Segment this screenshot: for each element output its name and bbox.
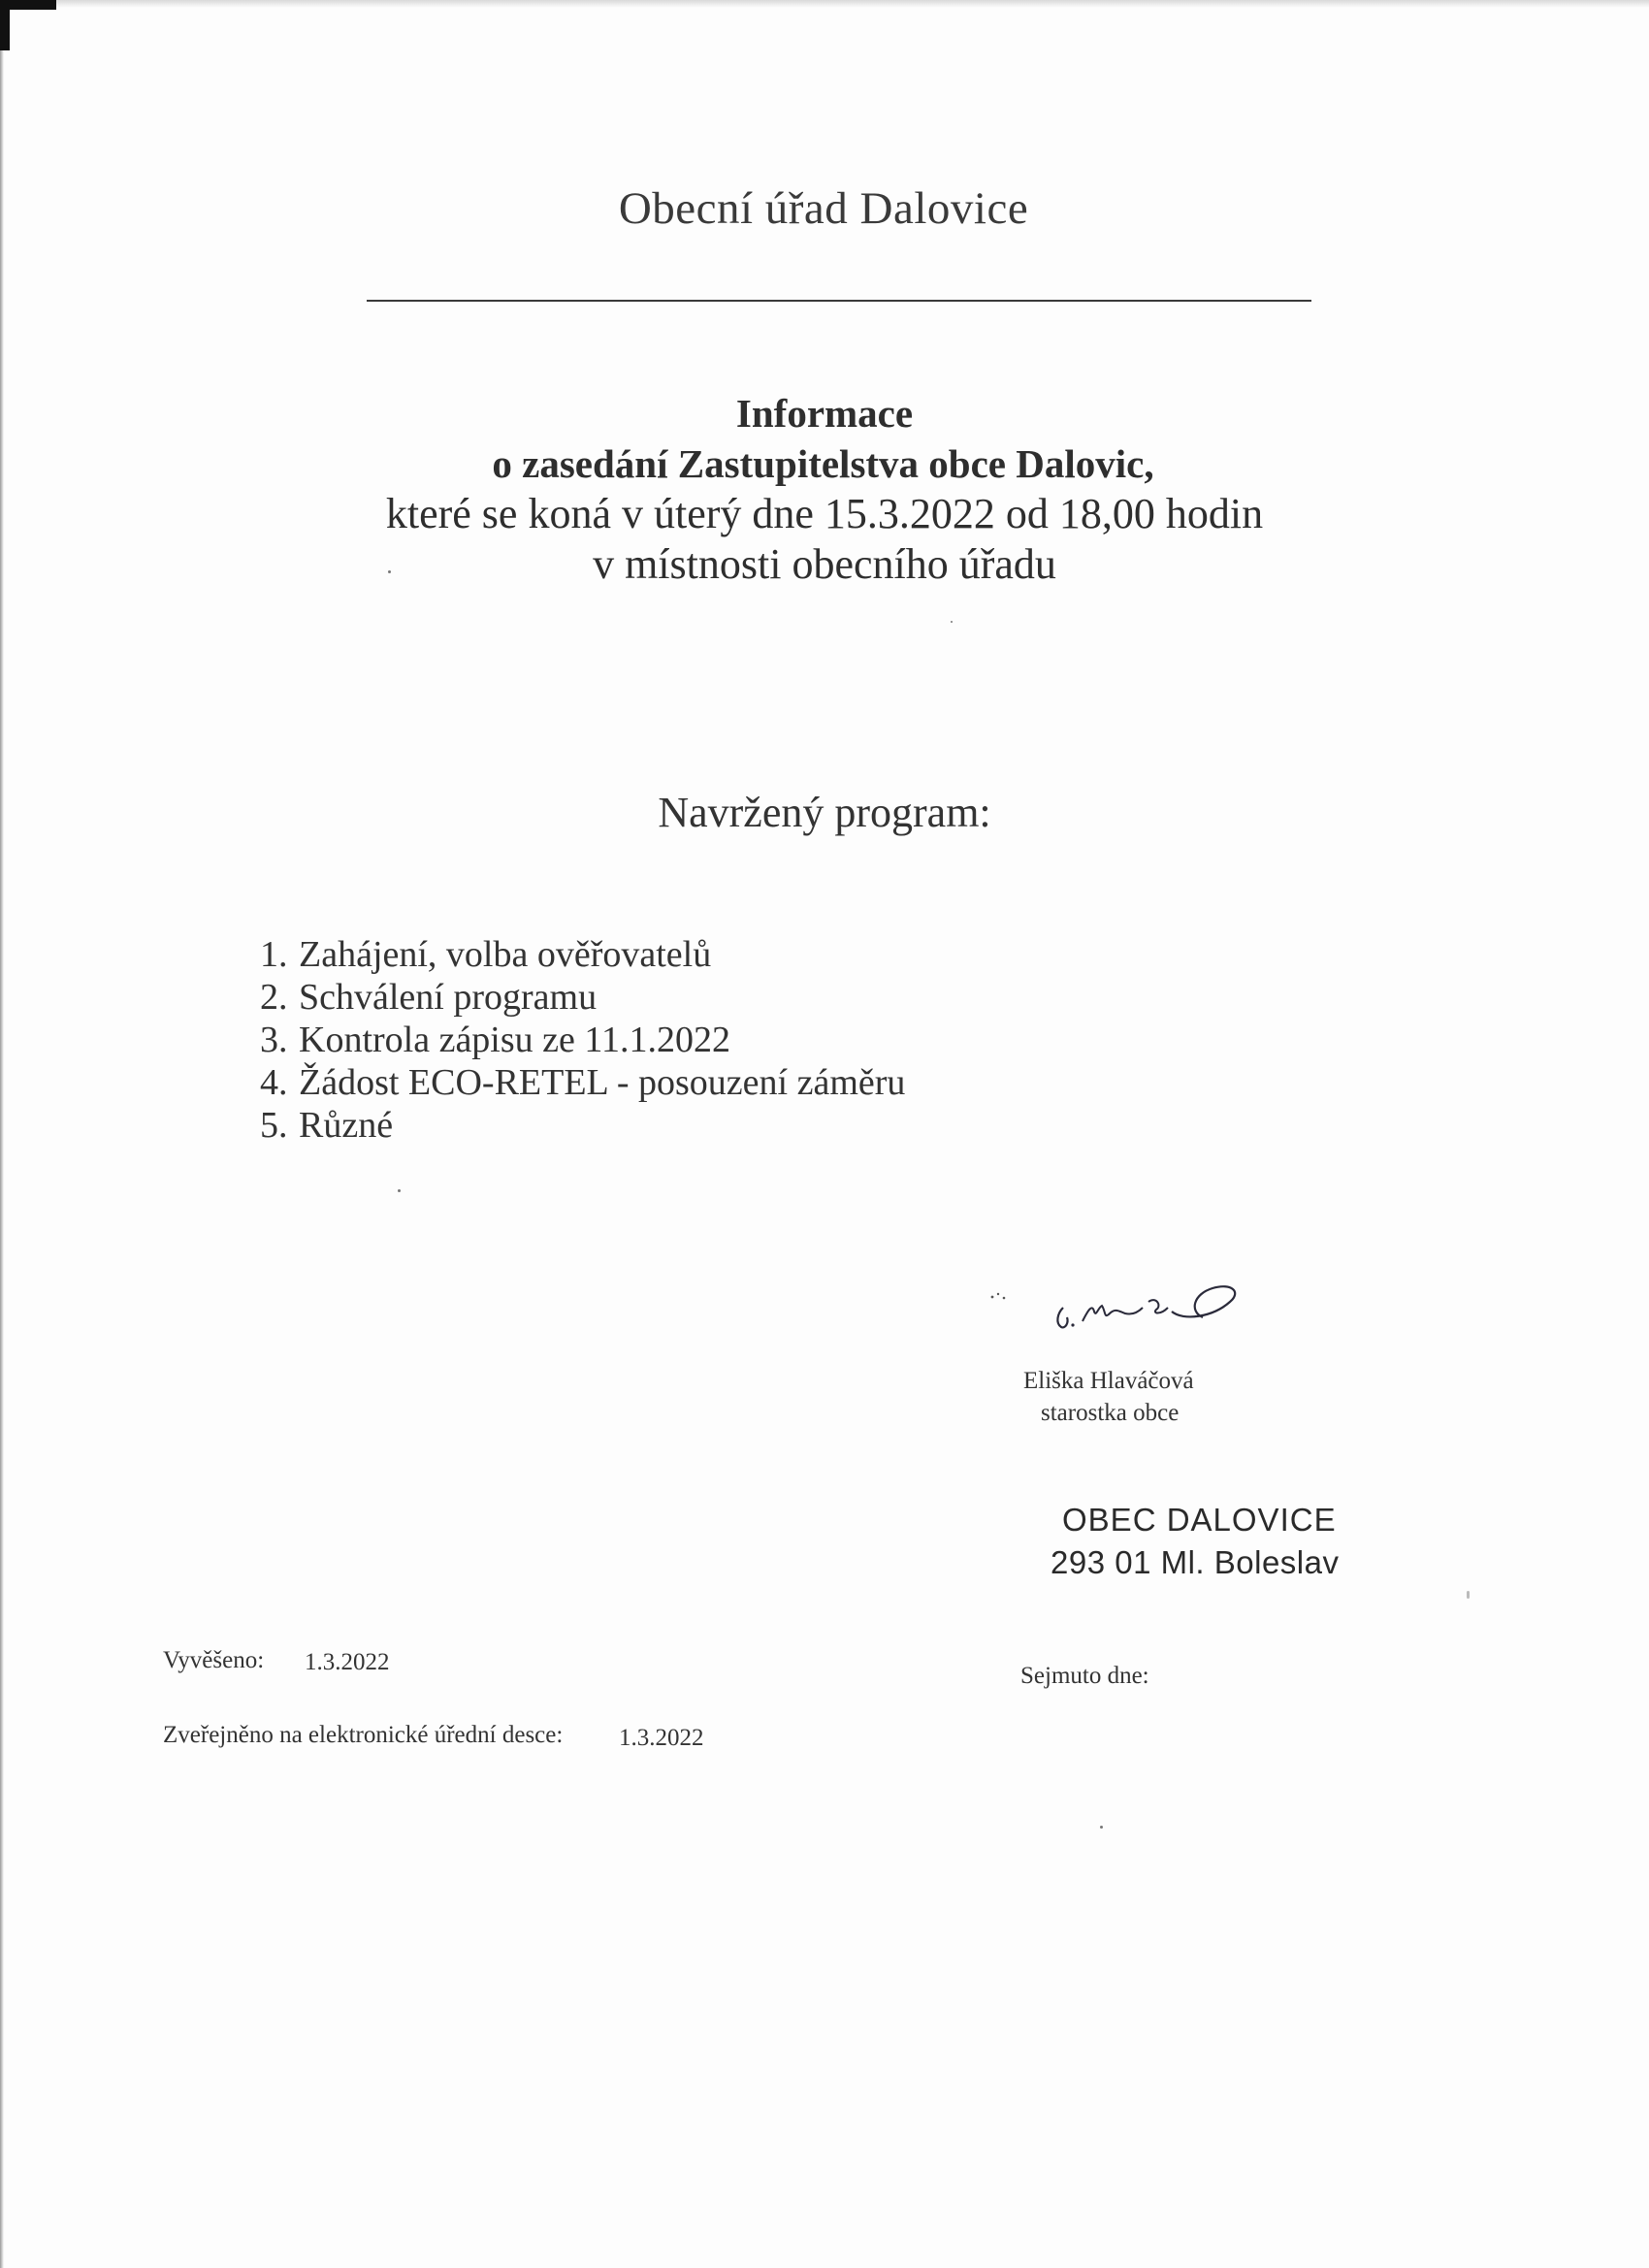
notice-where: v místnosti obecního úřadu	[593, 540, 1056, 588]
agenda-item-text: Kontrola zápisu ze 11.1.2022	[299, 1020, 730, 1060]
scan-speck	[1100, 1826, 1103, 1829]
agenda-item-text: Schválení programu	[299, 977, 598, 1018]
agenda-item-text: Zahájení, volba ověřovatelů	[299, 934, 712, 975]
office-title-text: Obecní úřad Dalovice	[618, 183, 1029, 234]
stamp-line-1: OBEC DALOVICE	[1062, 1502, 1337, 1538]
notice-when: které se koná v úterý dne 15.3.2022 od 18,00 hodin	[385, 490, 1264, 537]
agenda-item	[260, 976, 905, 1019]
header-rule	[367, 300, 1311, 302]
published-label: Zveřejněno na elektronické úřední desce:	[163, 1722, 564, 1748]
posted-date: 1.3.2022	[305, 1649, 390, 1675]
agenda-item	[260, 1019, 905, 1061]
program-title	[0, 788, 1649, 837]
agenda-item-number: 2.	[260, 977, 288, 1018]
agenda-item-text: Různé	[299, 1105, 394, 1146]
agenda-item	[260, 1061, 905, 1104]
official-stamp	[1051, 1499, 1340, 1584]
stamp-line-2: 293 01 Ml. Boleslav	[1051, 1544, 1340, 1580]
office-title	[0, 182, 1649, 235]
signatory-name: Eliška Hlaváčová	[1023, 1368, 1194, 1394]
signatory-role: starostka obce	[1041, 1400, 1180, 1426]
agenda-item-number: 3.	[260, 1020, 288, 1060]
agenda-item	[260, 1104, 905, 1147]
notice-heading	[0, 388, 1649, 590]
agenda-item-number: 1.	[260, 934, 288, 975]
agenda-item-number: 4.	[260, 1062, 288, 1103]
handwritten-signature	[1048, 1279, 1261, 1337]
agenda-item-number: 5.	[260, 1105, 288, 1146]
scan-speck	[388, 570, 391, 573]
program-title-text: Navržený program:	[658, 789, 991, 836]
notice-title: Informace	[735, 391, 914, 436]
scan-speck	[398, 1189, 401, 1192]
notice-subject: o zasedání Zastupitelstva obce Dalovic,	[492, 441, 1154, 486]
agenda-item-text: Žádost ECO-RETEL - posouzení záměru	[299, 1062, 906, 1103]
scan-speck	[951, 621, 953, 623]
agenda-item	[260, 933, 905, 976]
published-date: 1.3.2022	[619, 1725, 704, 1751]
removed-label: Sejmuto dne:	[1020, 1663, 1149, 1689]
scan-artifact-top-edge	[56, 0, 1649, 8]
posted-label: Vyvěšeno:	[163, 1647, 265, 1673]
signature-ink-dots	[989, 1290, 1009, 1304]
agenda-list	[260, 933, 905, 1147]
scan-artifact-left-edge	[0, 50, 4, 2268]
scan-speck	[1467, 1591, 1470, 1599]
scan-artifact-corner-vertical	[0, 0, 10, 50]
